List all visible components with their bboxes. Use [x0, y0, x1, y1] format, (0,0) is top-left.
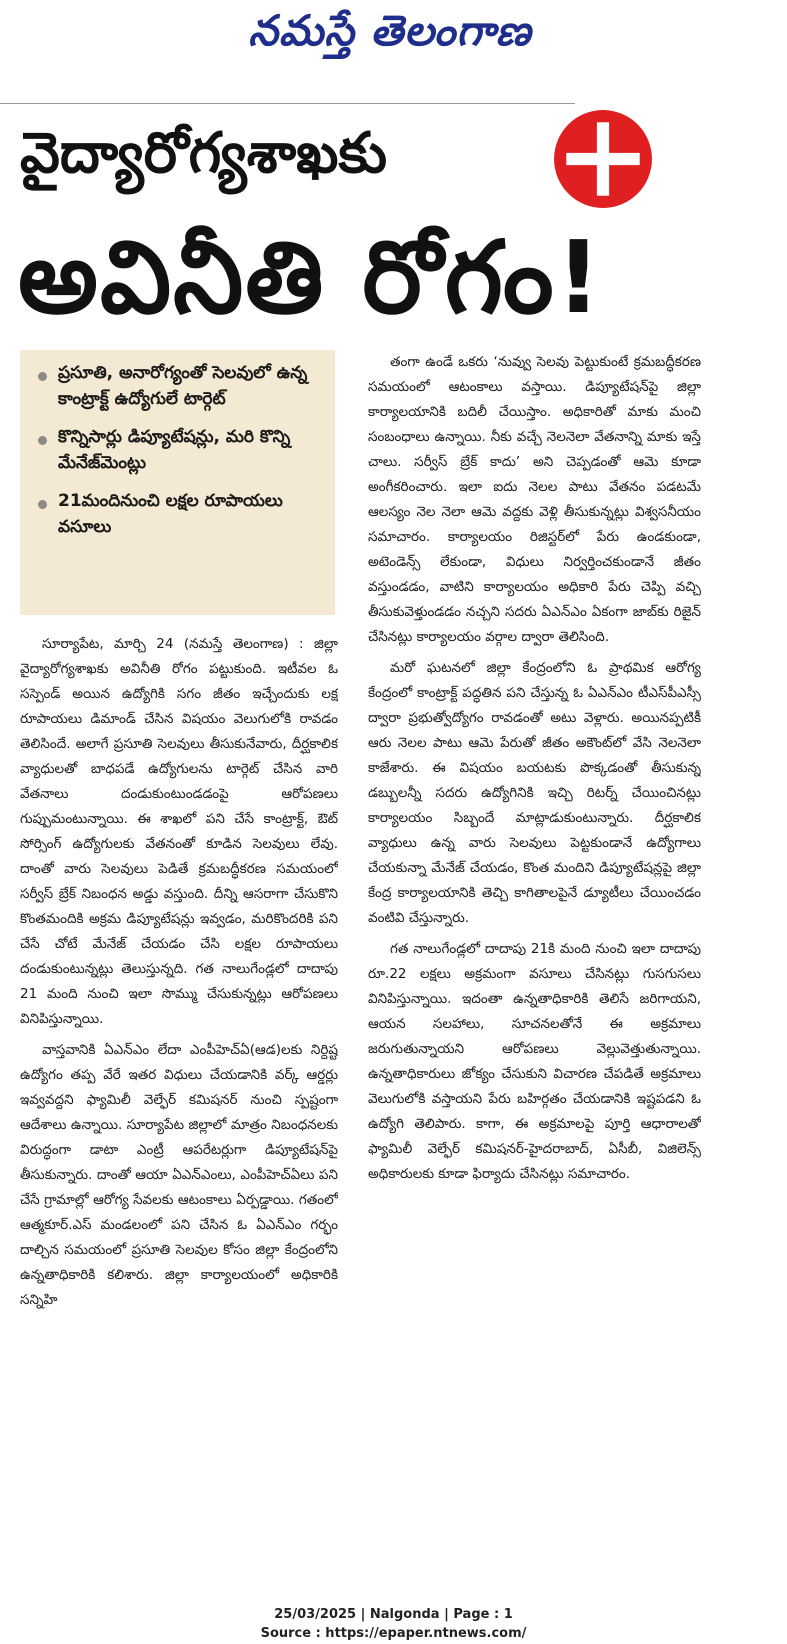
article-column-left: [20, 632, 338, 1502]
medical-cross-icon: [552, 108, 654, 210]
headline-line-2: అవినీతి రోగం!: [18, 219, 604, 336]
highlights-box: [20, 350, 335, 615]
article-column-right: [368, 350, 701, 1480]
article-paragraph: సూర్యాపేట, మార్చి 24 (నమస్తే తెలంగాణ) : జిల్లా వైద్యారోగ్యశాఖకు అవినీతి రోగం పట్టుకుంది. ఇటీవల ఓ సస్పెండ్ అయిన ఉద్యోగికి సగం జీతం ఇచ్చేందుకు లక్ష రూపాయలు డిమాండ్ చేసిన విషయం వెలుగులోకి రావడం తెలిసిందే. అలాగే ప్రసూతి సెలవులు తీసుకునేవారు, దీర్ఘకాలిక వ్యాధులతో బాధపడే ఉద్యోగులను టార్గెట్ చేసిన వారి వేతనాలు దండుకుంటుండడంపై ఆరోపణలు గుప్పుమంటున్నాయి. ఈ శాఖలో పని చేసే కాంట్రాక్ట్, ఔట్ సోర్సింగ్ ఉద్యోగులకు వేతనంతో కూడిన సెలవులు లేవు. దాంతో వారు సెలవులు పెడితే క్రమబద్ధీకరణ సమయంలో సర్వీస్ బ్రేక్ నిబంధన అడ్డు వస్తుంది. దీన్ని ఆసరాగా చేసుకొని కొంతమందికి అక్రమ డిప్యూటేషన్లు ఇవ్వడం, మరికొందరికి పని చేసే చోటే మేనేజ్ చేయడం చేసి లక్షల రూపాయలు దండుకుంటున్నట్లు తెలుస్తున్నది. గత నాలుగేండ్లలో దాదాపు 21 మంది నుంచి ఇలా సొమ్ము చేసుకున్నట్లు ఆరోపణలు వినిపిస్తున్నాయి.: [20, 636, 338, 1027]
article-paragraph: వాస్తవానికి ఏఎన్ఎం లేదా ఎంపీహెచ్ఏ(ఆడ)లకు నిర్దిష్ట ఉద్యోగం తప్ప వేరే ఇతర విధులు చేయడానికి వర్క్ ఆర్డర్లు ఇవ్వవద్దని ఫ్యామిలీ వెల్ఫేర్ కమిషనర్ నుంచి స్పష్టంగా ఆదేశాలు ఉన్నాయి. సూర్యాపేట జిల్లాలో మాత్రం నిబంధనలకు విరుద్ధంగా డాటా ఎంట్రీ ఆపరేటర్లుగా డిప్యూటేషన్‌పై తీసుకున్నారు. దాంతో ఆయా ఏఎన్ఎంలు, ఎంపీహెచ్ఏలు పని చేసే గ్రామాల్లో ఆరోగ్య సేవలకు ఆటంకాలు ఏర్పడ్డాయి. గతంలో ఆత్మకూర్.ఎస్ మండలంలో పని చేసిన ఓ ఏఎన్ఎం గర్భం దాల్చిన సమయంలో ప్రసూతి సెలవుల కోసం జిల్లా కేంద్రంలోని ఉన్నతాధికారికి కలిశారు. జిల్లా కార్యాలయంలో అధికారికి సన్నిహి: [20, 1042, 338, 1308]
highlight-item: [32, 424, 323, 476]
source-link[interactable]: Source : https://epaper.ntnews.com/: [260, 1626, 527, 1641]
newspaper-title: నమస్తే తెలంగాణ: [248, 6, 532, 55]
page-footer: [0, 1605, 787, 1643]
article-paragraph: మరో ఘటనలో జిల్లా కేంద్రంలోని ఓ ప్రాథమిక ఆరోగ్య కేంద్రంలో కాంట్రాక్ట్ పద్ధతిన పని చేస్తున్న ఓ ఏఎన్ఎం టీఎస్‌పీఎస్సీ ద్వారా ప్రభుత్వోద్యోగం రావడంతో అటు వెళ్లారు. అయినప్పటికీ ఆరు నెలల పాటు ఆమె పేరుతో జీతం అకౌంట్‌లో వేసి నెలనెలా కాజేశారు. ఈ విషయం బయటకు పొక్కడంతో తీసుకున్న డబ్బులన్నీ సదరు ఉద్యోగినికి ఇచ్చి రిటర్న్ చేయించినట్లు కార్యాలయం సిబ్బందే మాట్లాడుకుంటున్నారు. దీర్ఘకాలిక వ్యాధులు ఉన్న వారు సెలవులు పెట్టకుండానే ఉద్యోగాలు చేయకున్నా మేనేజ్ చేయడం, కొంత మందిని డిప్యూటేషన్లపై జిల్లా కేంద్ర కార్యాలయానికి తెచ్చి కాగితాలపైనే డ్యూటీలు చేయించడం వంటివి చేస్తున్నారు.: [368, 660, 701, 926]
bullet-icon: [38, 372, 47, 381]
edition-info: 25/03/2025 | Nalgonda | Page : 1: [274, 1607, 513, 1622]
highlight-text: ప్రసూతి, అనారోగ్యంతో సెలవులో ఉన్న కాంట్రాక్ట్ ఉద్యోగులే టార్గెట్: [58, 363, 308, 409]
bullet-icon: [38, 436, 47, 445]
bullet-icon: [38, 500, 47, 509]
masthead-divider: [0, 103, 575, 104]
highlight-text: కొన్నిసార్లు డిప్యూటేషన్లు, మరి కొన్ని మేనేజ్‌మెంట్లు: [58, 427, 291, 473]
headline-line-1: వైద్యారోగ్యశాఖకు: [20, 121, 387, 186]
highlight-text: 21మందినుంచి లక్షల రూపాయలు వసూలు: [58, 491, 283, 537]
article-paragraph: గత నాలుగేండ్లలో దాదాపు 21కి మంది నుంచి ఇలా దాదాపు రూ.22 లక్షలు అక్రమంగా వసూలు చేసినట్లు గుసగుసలు వినిపిస్తున్నాయి. ఇదంతా ఉన్నతాధికారికి తెలిసే జరిగాయని, ఆయన సలహాలు, సూచనలతోనే ఈ అక్రమాలు జరుగుతున్నాయని ఆరోపణలు వెల్లువెత్తుతున్నాయి. ఉన్నతాధికారులు జోక్యం చేసుకుని విచారణ చేపడితే అక్రమాలు వెలుగులోకి వస్తాయని పేరు బహిర్గతం చేయడానికి ఇష్టపడని ఓ ఉద్యోగి తెలిపారు. కాగా, ఈ అక్రమాలపై పూర్తి ఆధారాలతో ఫ్యామిలీ వెల్ఫేర్ కమిషనర్-హైదరాబాద్, ఏసీబీ, విజిలెన్స్ అధికారులకు కూడా ఫిర్యాదు చేసినట్లు సమాచారం.: [368, 941, 701, 1182]
highlight-item: [32, 488, 323, 540]
article-paragraph: తంగా ఉండే ఒకరు ‘నువ్వు సెలవు పెట్టుకుంటే క్రమబద్ధీకరణ సమయంలో ఆటంకాలు వస్తాయి. డిప్యూటేషన్‌పై జిల్లా కార్యాలయానికి బదిలీ చేయిస్తాం. అధికారితో మాకు మంచి సంబంధాలు ఉన్నాయి. నీకు వచ్చే నెలనెలా వేతనాన్ని మాకు ఇస్తే చాలు. సర్వీస్ బ్రేక్ కాదు’ అని చెప్పడంతో ఆమె కూడా అంగీకరించారు. ఇలా ఐదు నెలల పాటు వేతనం పడటమే ఆలస్యం నెల నెలా ఆమె వద్దకు వెళ్లి తీసుకున్నట్లు విశ్వసనీయం సమాచారం. కార్యాలయం రిజిస్టర్‌లో పేరు ఉండకుండా, అటెండెన్స్ లేకుండా, విధులు నిర్వర్తించకుండానే జీతం వస్తుండడం, వాటిని కార్యాలయం అధికారి పేరు చెప్పి వచ్చి తీసుకువెళ్తుండడం నచ్చని సదరు ఏఎన్ఎం ఏకంగా జాబ్‌కు రిజైన్ చేసినట్లు కార్యాలయం వర్గాల ద్వారా తెలిసింది.: [368, 354, 701, 645]
highlight-item: [32, 360, 323, 412]
masthead: [0, 0, 787, 100]
